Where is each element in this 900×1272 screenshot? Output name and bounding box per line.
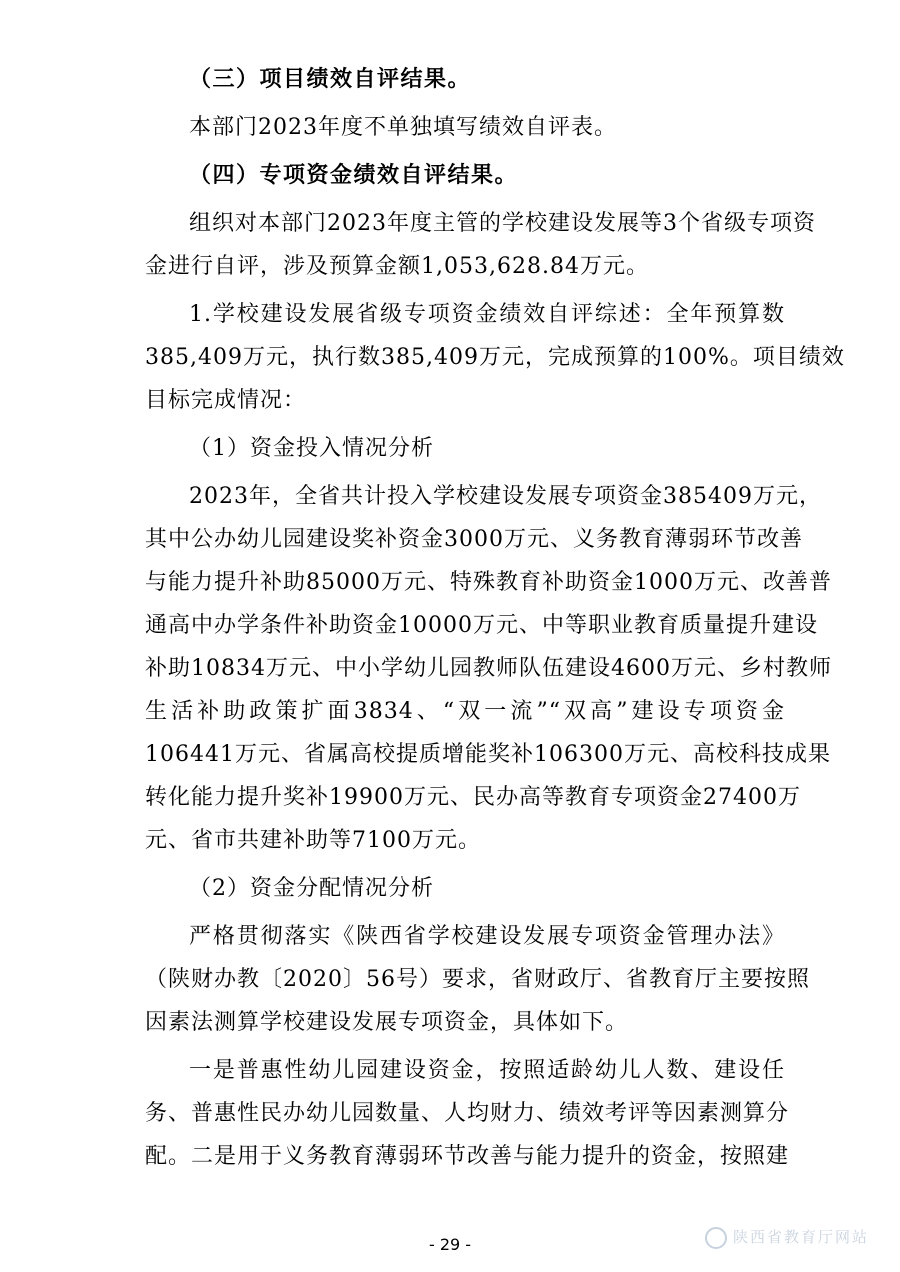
sub1-heading: （1）资金投入情况分析 <box>189 436 434 461</box>
watermark-text: 陕西省教育厅网站 <box>733 1228 870 1246</box>
final-line: 一是普惠性幼儿园建设资金，按照适龄幼儿人数、建设任 <box>189 1058 785 1083</box>
intro-line: 组织对本部门2023年度主管的学校建设发展等3个省级专项资 <box>189 211 816 236</box>
sub1-line: 2023年，全省共计投入学校建设发展专项资金385409万元， <box>189 484 822 509</box>
sub2-line: 严格贯彻落实《陕西省学校建设发展专项资金管理办法》 <box>189 924 785 949</box>
section3-heading: （三）项目绩效自评结果。 <box>189 66 472 92</box>
sub1-line: 与能力提升补助85000万元、特殊教育补助资金1000万元、改善普 <box>145 570 832 595</box>
sub2-line: 因素法测算学校建设发展专项资金，具体如下。 <box>145 1010 629 1035</box>
item1-line: 385,409万元，执行数385,409万元，完成预算的100%。项目绩效 <box>145 345 845 370</box>
section4-heading: （四）专项资金绩效自评结果。 <box>189 162 519 188</box>
intro-line: 金进行自评，涉及预算金额1,053,628.84万元。 <box>145 254 649 279</box>
sub1-line: 106441万元、省属高校提质增能奖补106300万元、高校科技成果 <box>145 742 831 767</box>
item1-line: 1.学校建设发展省级专项资金绩效自评综述：全年预算数 <box>189 302 785 327</box>
page-number: - 29 - <box>428 1235 472 1254</box>
section3-text: 本部门2023年度不单独填写绩效自评表。 <box>189 115 617 140</box>
final-line: 配。二是用于义务教育薄弱环节改善与能力提升的资金，按照建 <box>145 1144 790 1169</box>
sub1-line: 通高中办学条件补助资金10000万元、中等职业教育质量提升建设 <box>145 613 818 638</box>
emblem-icon <box>705 1227 727 1249</box>
sub1-line: 生活补助政策扩面3834、“双一流”“双高”建设专项资金 <box>145 699 785 724</box>
sub1-line: 其中公办幼儿园建设奖补资金3000万元、义务教育薄弱环节改善 <box>145 527 803 552</box>
sub1-line: 元、省市共建补助等7100万元。 <box>145 828 481 853</box>
sub2-line: （陕财办教〔2020〕56号）要求，省财政厅、省教育厅主要按照 <box>145 967 810 992</box>
item1-line: 目标完成情况： <box>145 388 307 413</box>
sub1-line: 转化能力提升奖补19900万元、民办高等教育专项资金27400万 <box>145 785 801 810</box>
document-body <box>145 58 845 1178</box>
sub1-line: 补助10834万元、中小学幼儿园教师队伍建设4600万元、乡村教师 <box>145 656 832 681</box>
final-line: 务、普惠性民办幼儿园数量、人均财力、绩效考评等因素测算分 <box>145 1101 790 1126</box>
site-watermark <box>705 1226 869 1249</box>
sub2-heading: （2）资金分配情况分析 <box>189 876 434 901</box>
